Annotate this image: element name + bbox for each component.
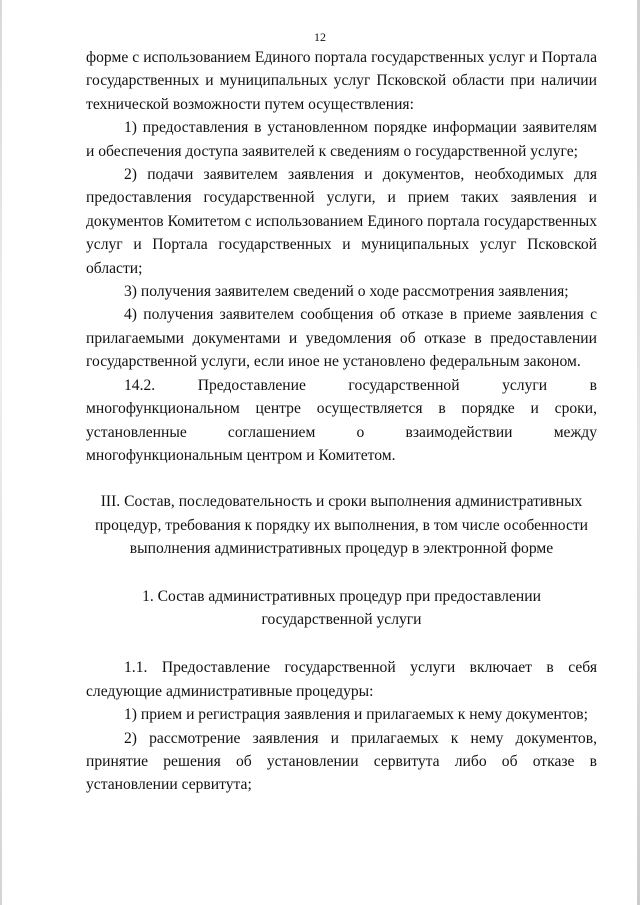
document-body (86, 46, 597, 797)
section-heading: III. Состав, последовательность и сроки выполнения административных процедур, требования к порядку их выполнения, в том числе особенности выполнения административных процедур в электронной форме (94, 493, 589, 558)
scan-edge-left (0, 0, 2, 905)
subsection-heading: 1. Состав административных процедур при предоставлении государственной услуги (142, 587, 541, 628)
page-number: 12 (314, 30, 326, 44)
paragraph-1-1: 1.1. Предоставление государственной услуги включает в себя следующие административные процедуры: (86, 659, 597, 700)
paragraph-1: форме с использованием Единого портала государственных услуг и Портала государственных и муниципальных услуг Псковской области при наличии технической возможности путем осуществления: (86, 49, 597, 113)
paragraph-item-1: 1) предоставления в установленном порядке информации заявителям и обеспечения доступа заявителей к сведениям о государственной услуге; (86, 119, 597, 160)
paragraph-14-2: 14.2. Предоставление государственной услуги в многофункциональном центре осуществляется в порядке и сроки, установленные соглашением о взаимодействии между многофункциональным центром и Комитетом. (86, 376, 597, 464)
paragraph-item-4: 4) получения заявителем сообщения об отказе в приеме заявления с прилагаемыми документами и уведомления об отказе в предоставлении государственной услуги, если иное не установлено федеральным законом. (86, 306, 597, 371)
paragraph-item-2: 2) подачи заявителем заявления и документов, необходимых для предоставления государственной услуги, и прием таких заявления и документов Комитетом с использованием Единого портала государственных услуг и Портала государственных и муниципальных услуг Псковской области; (86, 166, 597, 277)
procedure-item-1: 1) прием и регистрация заявления и прилагаемых к нему документов; (124, 706, 588, 724)
procedure-item-2: 2) рассмотрение заявления и прилагаемых к нему документов, принятие решения об установлении сервитута либо об отказе в установлении сервитута; (86, 729, 597, 794)
paragraph-item-3: 3) получения заявителем сведений о ходе рассмотрения заявления; (124, 283, 569, 301)
